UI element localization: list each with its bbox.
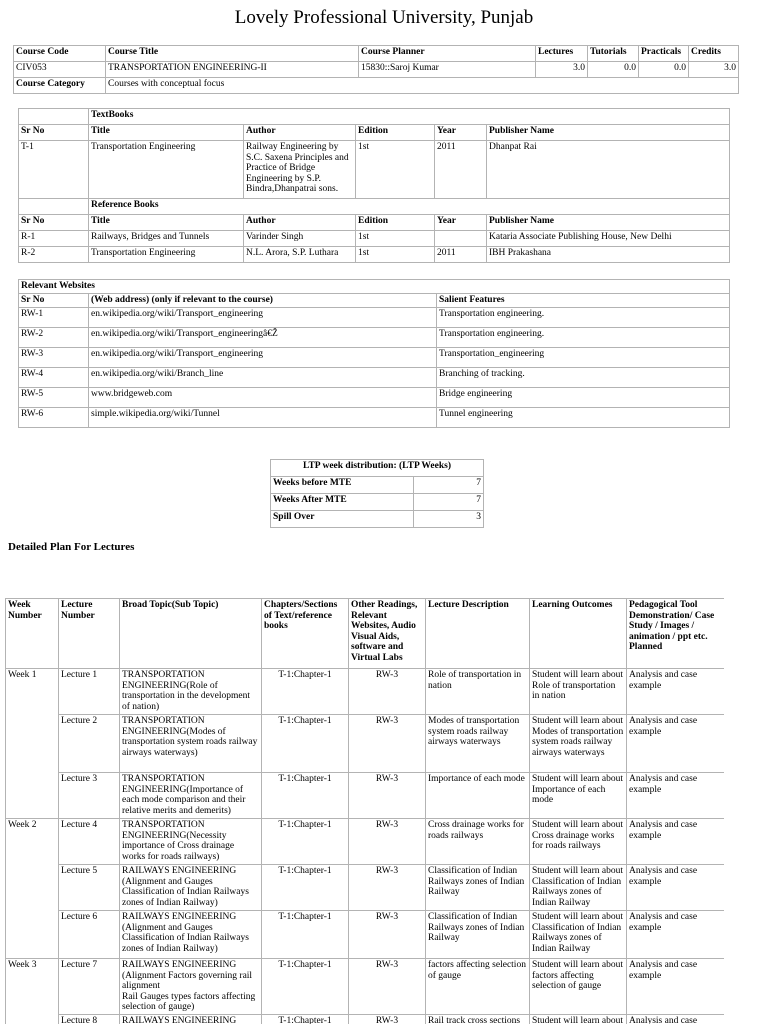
- table-row: [19, 388, 730, 408]
- learning-outcome: Student will learn about factors affecting selection of gauge: [530, 959, 627, 1015]
- header-cell: Broad Topic(Sub Topic): [120, 599, 262, 669]
- tutorials-value: 0.0: [588, 62, 639, 78]
- course-values-row: [14, 62, 739, 78]
- book-author: Varinder Singh: [244, 231, 356, 247]
- table-row: [19, 368, 730, 388]
- sr-no: RW-1: [19, 308, 89, 328]
- table-row: [271, 477, 484, 494]
- table-row: [6, 773, 725, 819]
- salient-features: Bridge engineering: [437, 388, 730, 408]
- salient-features: Transportation engineering.: [437, 308, 730, 328]
- other-reading: RW-3: [349, 911, 426, 959]
- lecture-description: Classification of Indian Railways zones of Indian Railway: [426, 865, 530, 911]
- blank-cell: [19, 199, 89, 215]
- week-number: Week 1: [6, 669, 59, 819]
- lecture-number: Lecture 8: [59, 1014, 120, 1024]
- course-header-row: [14, 46, 739, 62]
- chapter-ref: T-1:Chapter-1: [262, 865, 349, 911]
- header-cell: Year: [435, 125, 487, 141]
- course-category-value: Courses with conceptual focus: [106, 78, 739, 94]
- ltp-table: [270, 459, 484, 528]
- header-cell: Lectures: [536, 46, 588, 62]
- ltp-label: Spill Over: [271, 511, 414, 528]
- lecture-number: Lecture 2: [59, 715, 120, 773]
- broad-topic: RAILWAYS ENGINEERING (Alignment and Gauges Classification of Indian Railways zones of Indian Railway): [120, 911, 262, 959]
- websites-heading: Relevant Websites: [19, 280, 730, 294]
- header-cell: Title: [89, 125, 244, 141]
- sr-no: R-2: [19, 247, 89, 263]
- header-cell: Sr No: [19, 125, 89, 141]
- header-cell: Edition: [356, 215, 435, 231]
- learning-outcome: Student will learn about Classification of Indian Railways zones of Indian Railway: [530, 865, 627, 911]
- broad-topic: RAILWAYS ENGINEERING (Alignment Factors governing rail alignment Rail Gauges types factors affecting selection of gauge): [120, 959, 262, 1015]
- book-title: Transportation Engineering: [89, 247, 244, 263]
- web-address: en.wikipedia.org/wiki/Transport_engineeringâ€Ž: [89, 328, 437, 348]
- chapter-ref: T-1:Chapter-1: [262, 773, 349, 819]
- header-cell: Lecture Description: [426, 599, 530, 669]
- header-cell: Title: [89, 215, 244, 231]
- learning-outcome: Student will learn about Importance of each mode: [530, 773, 627, 819]
- books-section: [18, 108, 729, 263]
- other-reading: RW-3: [349, 1014, 426, 1024]
- other-reading: RW-3: [349, 773, 426, 819]
- lectures-value: 3.0: [536, 62, 588, 78]
- salient-features: Transportation engineering.: [437, 328, 730, 348]
- sr-no: RW-5: [19, 388, 89, 408]
- header-cell: Sr No: [19, 215, 89, 231]
- table-row: [19, 141, 730, 199]
- table-row: [6, 669, 725, 715]
- web-address: en.wikipedia.org/wiki/Transport_engineering: [89, 308, 437, 328]
- broad-topic: TRANSPORTATION ENGINEERING(Necessity importance of Cross drainage works for roads railways): [120, 819, 262, 865]
- lecture-description: Cross drainage works for roads railways: [426, 819, 530, 865]
- header-cell: Author: [244, 125, 356, 141]
- course-category-row: [14, 78, 739, 94]
- pedagogical-tool: Analysis and case example: [627, 819, 725, 865]
- header-cell: Salient Features: [437, 294, 730, 308]
- header-cell: Chapters/Sections of Text/reference books: [262, 599, 349, 669]
- pedagogical-tool: Analysis and case example: [627, 911, 725, 959]
- book-author: Railway Engineering by S.C. Saxena Principles and Practice of Bridge Engineering by S.P. Bindra,Dhanpatrai sons.: [244, 141, 356, 199]
- course-title: TRANSPORTATION ENGINEERING-II: [106, 62, 359, 78]
- chapter-ref: T-1:Chapter-1: [262, 669, 349, 715]
- chapter-ref: T-1:Chapter-1: [262, 715, 349, 773]
- table-row: [271, 511, 484, 528]
- header-cell: Year: [435, 215, 487, 231]
- header-cell: Edition: [356, 125, 435, 141]
- other-reading: RW-3: [349, 715, 426, 773]
- broad-topic: TRANSPORTATION ENGINEERING(Importance of each mode comparison and their relative merits and demerits): [120, 773, 262, 819]
- plan-heading: Detailed Plan For Lectures: [8, 541, 135, 553]
- table-row: [6, 911, 725, 959]
- book-title: Transportation Engineering: [89, 141, 244, 199]
- sr-no: RW-3: [19, 348, 89, 368]
- header-cell: Lecture Number: [59, 599, 120, 669]
- header-cell: Tutorials: [588, 46, 639, 62]
- practicals-value: 0.0: [639, 62, 689, 78]
- table-row: [6, 959, 725, 1015]
- ltp-value: 7: [414, 477, 484, 494]
- ltp-label: Weeks before MTE: [271, 477, 414, 494]
- other-reading: RW-3: [349, 819, 426, 865]
- other-reading: RW-3: [349, 669, 426, 715]
- textbooks-heading: TextBooks: [89, 109, 730, 125]
- websites-header-row: [19, 294, 730, 308]
- book-publisher: Dhanpat Rai: [487, 141, 730, 199]
- book-edition: 1st: [356, 231, 435, 247]
- lecture-description: Rail track cross sections: [426, 1014, 530, 1024]
- pedagogical-tool: Analysis and case example: [627, 865, 725, 911]
- ltp-heading: LTP week distribution: (LTP Weeks): [271, 460, 484, 477]
- lecture-number: Lecture 6: [59, 911, 120, 959]
- course-info-section: [13, 45, 738, 94]
- header-cell: Week Number: [6, 599, 59, 669]
- broad-topic: TRANSPORTATION ENGINEERING(Role of transportation in the development of nation): [120, 669, 262, 715]
- ltp-value: 7: [414, 494, 484, 511]
- table-row: [19, 231, 730, 247]
- header-cell: Practicals: [639, 46, 689, 62]
- header-cell: Author: [244, 215, 356, 231]
- table-row: [271, 494, 484, 511]
- week-number: Week 2: [6, 819, 59, 959]
- table-row: [6, 865, 725, 911]
- course-code: CIV053: [14, 62, 106, 78]
- plan-body: [6, 669, 725, 1024]
- plan-section: [5, 598, 724, 1024]
- header-cell: Other Readings, Relevant Websites, Audio Visual Aids, software and Virtual Labs: [349, 599, 426, 669]
- header-cell: Course Planner: [359, 46, 536, 62]
- lecture-description: factors affecting selection of gauge: [426, 959, 530, 1015]
- sr-no: RW-6: [19, 408, 89, 428]
- book-edition: 1st: [356, 247, 435, 263]
- header-cell: Sr No: [19, 294, 89, 308]
- credits-value: 3.0: [689, 62, 739, 78]
- reference-header-row: [19, 215, 730, 231]
- course-info-table: [13, 45, 739, 94]
- lecture-number: Lecture 4: [59, 819, 120, 865]
- header-cell: (Web address) (only if relevant to the course): [89, 294, 437, 308]
- course-planner: 15830::Saroj Kumar: [359, 62, 536, 78]
- broad-topic: TRANSPORTATION ENGINEERING(Modes of transportation system roads railway airways waterways): [120, 715, 262, 773]
- course-category-label: Course Category: [14, 78, 106, 94]
- ltp-label: Weeks After MTE: [271, 494, 414, 511]
- textbooks-table: [18, 108, 730, 263]
- broad-topic: RAILWAYS ENGINEERING: [120, 1014, 262, 1024]
- table-row: [19, 247, 730, 263]
- ltp-section: [270, 459, 483, 528]
- learning-outcome: Student will learn about Classification of Indian Railways zones of Indian Railway: [530, 911, 627, 959]
- lecture-number: Lecture 1: [59, 669, 120, 715]
- web-address: www.bridgeweb.com: [89, 388, 437, 408]
- web-address: en.wikipedia.org/wiki/Transport_engineering: [89, 348, 437, 368]
- sr-no: T-1: [19, 141, 89, 199]
- header-cell: Course Title: [106, 46, 359, 62]
- chapter-ref: T-1:Chapter-1: [262, 959, 349, 1015]
- table-row: [19, 328, 730, 348]
- web-address: en.wikipedia.org/wiki/Branch_line: [89, 368, 437, 388]
- week-number: Week 3: [6, 959, 59, 1024]
- book-title: Railways, Bridges and Tunnels: [89, 231, 244, 247]
- sr-no: RW-4: [19, 368, 89, 388]
- lecture-number: Lecture 3: [59, 773, 120, 819]
- lecture-description: Role of transportation in nation: [426, 669, 530, 715]
- other-reading: RW-3: [349, 865, 426, 911]
- lecture-number: Lecture 5: [59, 865, 120, 911]
- salient-features: Branching of tracking.: [437, 368, 730, 388]
- book-year: 2011: [435, 247, 487, 263]
- plan-header-row: [6, 599, 725, 669]
- table-row: [6, 1014, 725, 1024]
- learning-outcome: Student will learn about Modes of transportation system roads railway airways waterways: [530, 715, 627, 773]
- websites-table: [18, 279, 730, 428]
- lecture-number: Lecture 7: [59, 959, 120, 1015]
- header-cell: Course Code: [14, 46, 106, 62]
- lecture-description: Modes of transportation system roads railway airways waterways: [426, 715, 530, 773]
- table-row: [19, 308, 730, 328]
- salient-features: Transportation_engineering: [437, 348, 730, 368]
- textbooks-header-row: [19, 125, 730, 141]
- pedagogical-tool: Analysis and case example: [627, 959, 725, 1015]
- header-cell: Publisher Name: [487, 125, 730, 141]
- table-row: [19, 348, 730, 368]
- university-title: Lovely Professional University, Punjab: [234, 7, 534, 28]
- book-year: [435, 231, 487, 247]
- book-year: 2011: [435, 141, 487, 199]
- ltp-value: 3: [414, 511, 484, 528]
- pedagogical-tool: Analysis and case example: [627, 773, 725, 819]
- websites-section: [18, 279, 729, 428]
- sr-no: RW-2: [19, 328, 89, 348]
- other-reading: RW-3: [349, 959, 426, 1015]
- broad-topic: RAILWAYS ENGINEERING (Alignment and Gauges Classification of Indian Railways zones of Indian Railway): [120, 865, 262, 911]
- lecture-description: Importance of each mode: [426, 773, 530, 819]
- book-publisher: IBH Prakashana: [487, 247, 730, 263]
- pedagogical-tool: Analysis and case example: [627, 669, 725, 715]
- chapter-ref: T-1:Chapter-1: [262, 1014, 349, 1024]
- book-publisher: Kataria Associate Publishing House, New Delhi: [487, 231, 730, 247]
- reference-books-heading: Reference Books: [89, 199, 730, 215]
- table-row: [19, 408, 730, 428]
- pedagogical-tool: Analysis and case example: [627, 715, 725, 773]
- learning-outcome: Student will learn about: [530, 1014, 627, 1024]
- learning-outcome: Student will learn about Role of transportation in nation: [530, 669, 627, 715]
- header-cell: Credits: [689, 46, 739, 62]
- table-row: [6, 715, 725, 773]
- salient-features: Tunnel engineering: [437, 408, 730, 428]
- learning-outcome: Student will learn about Cross drainage works for roads railways: [530, 819, 627, 865]
- book-edition: 1st: [356, 141, 435, 199]
- chapter-ref: T-1:Chapter-1: [262, 911, 349, 959]
- plan-table: [5, 598, 724, 1024]
- header-cell: Learning Outcomes: [530, 599, 627, 669]
- blank-cell: [19, 109, 89, 125]
- header-cell: Publisher Name: [487, 215, 730, 231]
- sr-no: R-1: [19, 231, 89, 247]
- table-row: [6, 819, 725, 865]
- chapter-ref: T-1:Chapter-1: [262, 819, 349, 865]
- web-address: simple.wikipedia.org/wiki/Tunnel: [89, 408, 437, 428]
- header-cell: Pedagogical Tool Demonstration/ Case Study / Images / animation / ppt etc. Planned: [627, 599, 725, 669]
- lecture-description: Classification of Indian Railways zones of Indian Railway: [426, 911, 530, 959]
- pedagogical-tool: Analysis and case: [627, 1014, 725, 1024]
- book-author: N.L. Arora, S.P. Luthara: [244, 247, 356, 263]
